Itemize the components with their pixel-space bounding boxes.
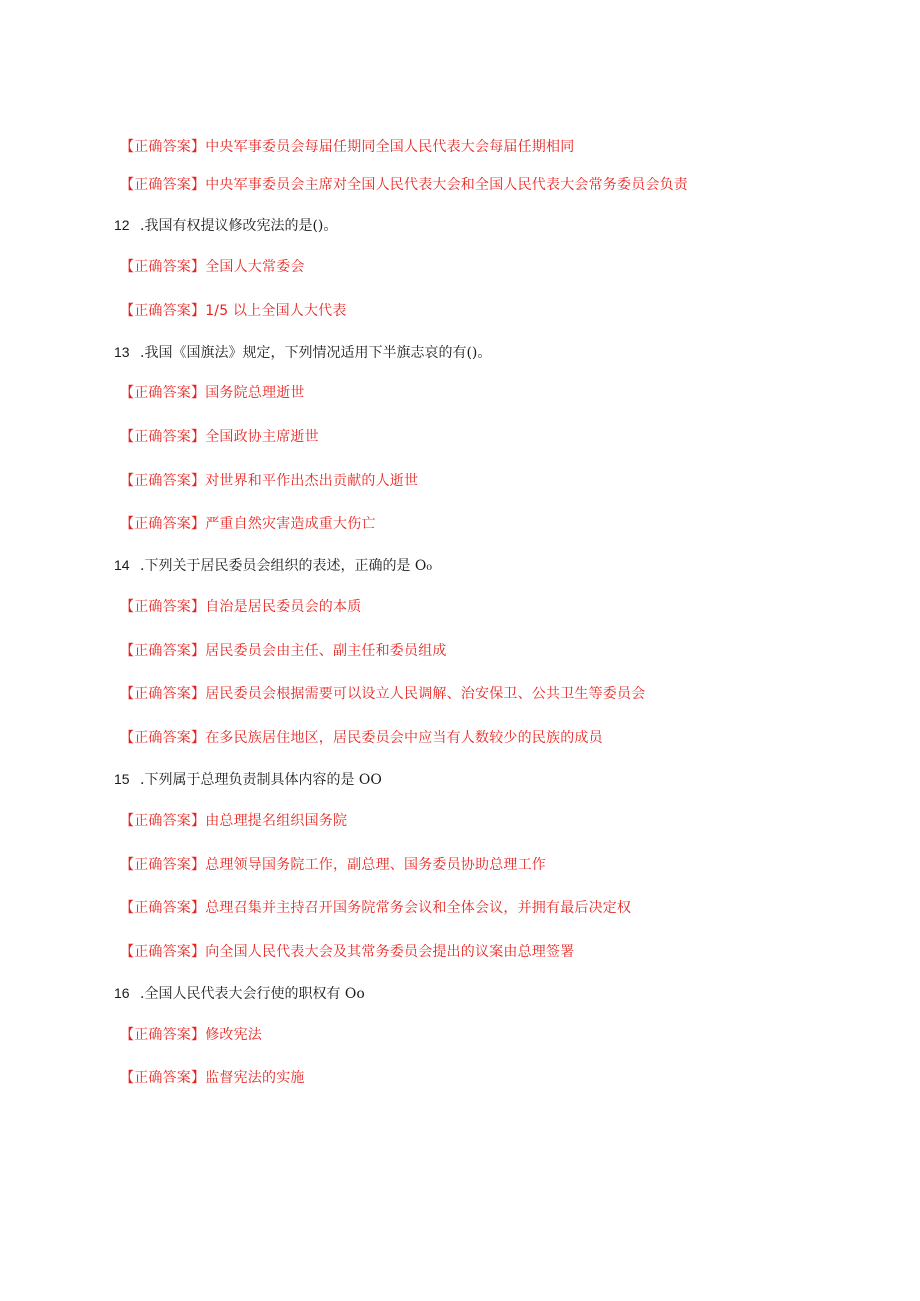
question-text: .我国《国旗法》规定，下列情况适用下半旗志哀的有()。 bbox=[140, 345, 492, 361]
answer-prefix: 【正确答案】 bbox=[120, 857, 206, 873]
question-line bbox=[114, 555, 432, 577]
answer-line bbox=[120, 855, 546, 877]
question-line bbox=[114, 342, 491, 364]
answer-line bbox=[120, 728, 603, 750]
answer-line bbox=[120, 257, 305, 279]
answer-prefix: 【正确答案】 bbox=[120, 686, 206, 702]
question-text: .下列关于居民委员会组织的表述，正确的是 O₀ bbox=[140, 558, 432, 574]
answer-line bbox=[120, 641, 447, 663]
answer-prefix: 【正确答案】 bbox=[120, 944, 206, 960]
answer-line bbox=[120, 684, 645, 706]
answer-line bbox=[120, 175, 688, 197]
answer-prefix: 【正确答案】 bbox=[120, 813, 206, 829]
answer-line bbox=[120, 137, 574, 159]
answer-text: 全国人大常委会 bbox=[205, 259, 305, 275]
answer-line bbox=[120, 514, 376, 536]
answer-prefix: 【正确答案】 bbox=[120, 1070, 206, 1086]
answer-prefix: 【正确答案】 bbox=[120, 599, 206, 615]
answer-text: 国务院总理逝世 bbox=[205, 385, 305, 401]
answer-line bbox=[120, 427, 319, 449]
answer-line bbox=[120, 811, 347, 833]
answer-prefix: 【正确答案】 bbox=[120, 429, 206, 445]
answer-line bbox=[120, 383, 305, 405]
question-number: 16 bbox=[114, 985, 130, 1001]
question-line bbox=[114, 983, 365, 1005]
question-text: .下列属于总理负责制具体内容的是 OO bbox=[140, 772, 382, 788]
answer-prefix: 【正确答案】 bbox=[120, 139, 206, 155]
answer-text: 向全国人民代表大会及其常务委员会提出的议案由总理签署 bbox=[205, 944, 575, 960]
answer-prefix: 【正确答案】 bbox=[120, 900, 206, 916]
answer-text: 总理召集并主持召开国务院常务会议和全体会议，并拥有最后决定权 bbox=[205, 900, 632, 916]
question-line bbox=[114, 215, 337, 237]
question-text: .我国有权提议修改宪法的是()。 bbox=[140, 218, 338, 234]
question-number: 15 bbox=[114, 771, 130, 787]
answer-prefix: 【正确答案】 bbox=[120, 177, 206, 193]
question-number: 13 bbox=[114, 344, 130, 360]
answer-text: 中央军事委员会主席对全国人民代表大会和全国人民代表大会常务委员会负责 bbox=[205, 177, 689, 193]
answer-text: 居民委员会根据需要可以设立人民调解、治安保卫、公共卫生等委员会 bbox=[205, 686, 646, 702]
answer-prefix: 【正确答案】 bbox=[120, 259, 206, 275]
question-number: 12 bbox=[114, 217, 130, 233]
answer-text: 严重自然灾害造成重大伤亡 bbox=[205, 516, 376, 532]
answer-text: 监督宪法的实施 bbox=[205, 1070, 305, 1086]
answer-prefix: 【正确答案】 bbox=[120, 516, 206, 532]
answer-text: 对世界和平作出杰出贡献的人逝世 bbox=[205, 473, 419, 489]
answer-text: 修改宪法 bbox=[205, 1027, 263, 1043]
answer-prefix: 【正确答案】 bbox=[120, 643, 206, 659]
answer-text: 全国政协主席逝世 bbox=[205, 429, 319, 445]
answer-prefix: 【正确答案】 bbox=[120, 730, 206, 746]
answer-line bbox=[120, 597, 361, 619]
answer-line bbox=[120, 471, 418, 493]
answer-line bbox=[120, 942, 574, 964]
question-text: .全国人民代表大会行使的职权有 Oo bbox=[140, 986, 365, 1002]
answer-prefix: 【正确答案】 bbox=[120, 385, 206, 401]
answer-prefix: 【正确答案】 bbox=[120, 473, 206, 489]
answer-line bbox=[120, 1068, 305, 1090]
answer-prefix: 【正确答案】 bbox=[120, 303, 206, 319]
answer-text: 居民委员会由主任、副主任和委员组成 bbox=[205, 643, 447, 659]
answer-text: 1/5 以上全国人大代表 bbox=[205, 303, 347, 319]
answer-text: 总理领导国务院工作，副总理、国务委员协助总理工作 bbox=[205, 857, 547, 873]
question-line bbox=[114, 769, 382, 791]
answer-text: 由总理提名组织国务院 bbox=[205, 813, 348, 829]
answer-line bbox=[120, 1025, 262, 1047]
answer-text: 中央军事委员会每届任期同全国人民代表大会每届任期相同 bbox=[205, 139, 575, 155]
question-number: 14 bbox=[114, 557, 130, 573]
answer-line bbox=[120, 301, 347, 323]
answer-text: 自治是居民委员会的本质 bbox=[205, 599, 362, 615]
answer-text: 在多民族居住地区，居民委员会中应当有人数较少的民族的成员 bbox=[205, 730, 603, 746]
answer-prefix: 【正确答案】 bbox=[120, 1027, 206, 1043]
answer-line bbox=[120, 898, 631, 920]
